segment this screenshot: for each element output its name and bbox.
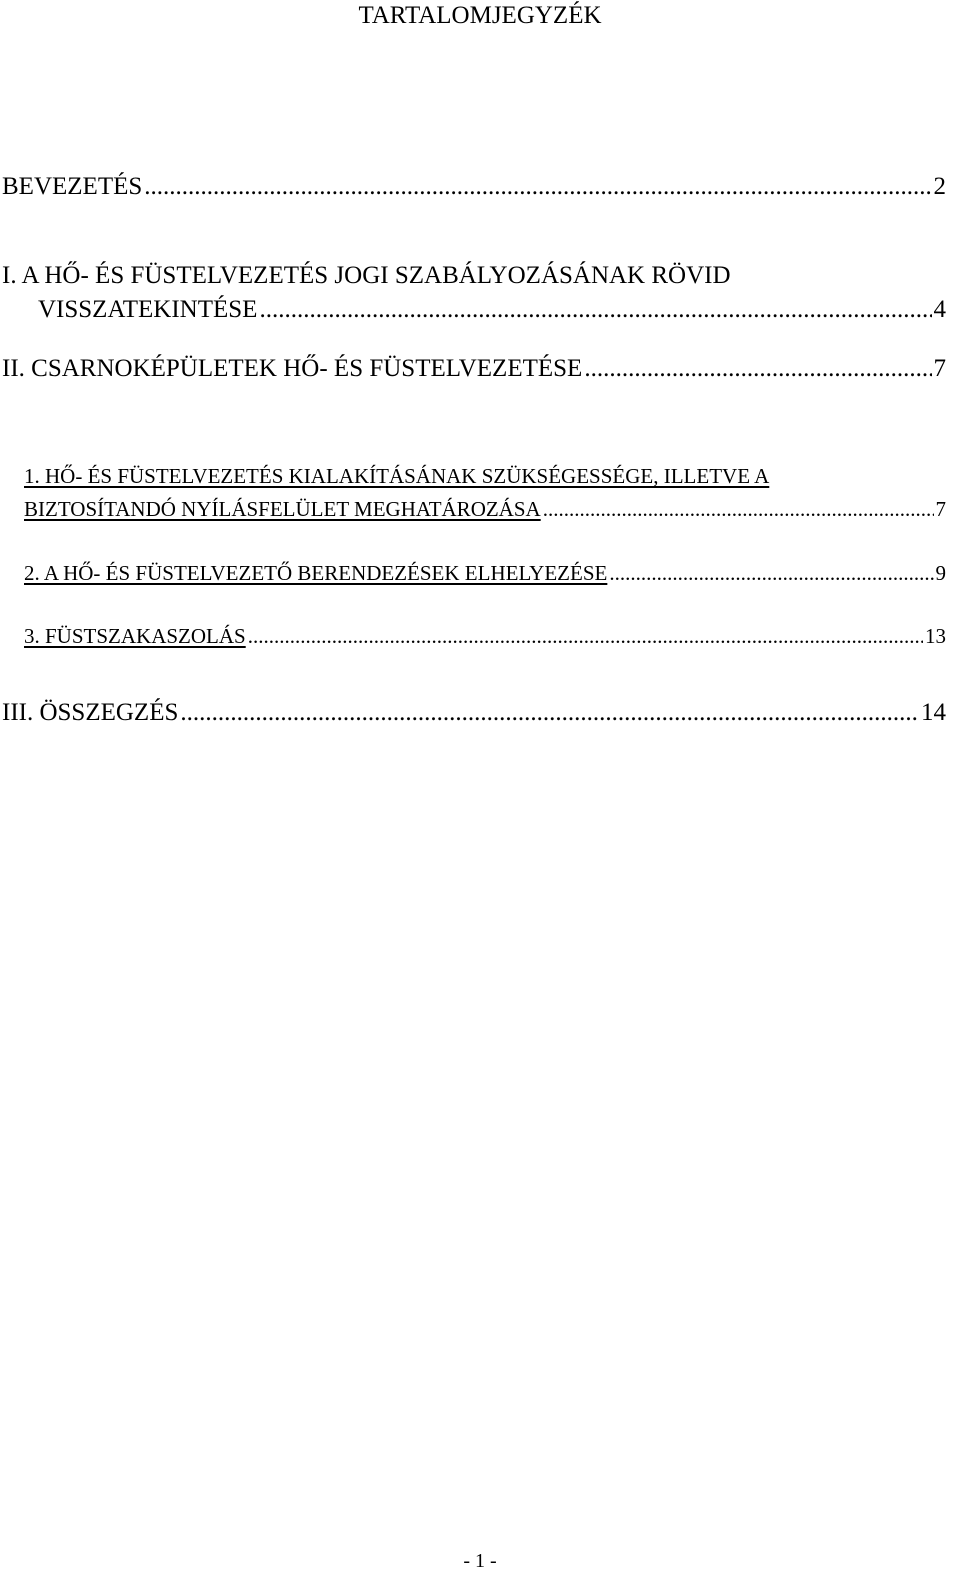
page-title: TARTALOMJEGYZÉK — [358, 2, 602, 29]
toc-page-number: 14 — [921, 699, 946, 726]
dot-leader — [609, 557, 933, 590]
toc-entry-label-line2: VISSZATEKINTÉSE — [38, 296, 258, 323]
dot-leader — [543, 493, 934, 526]
toc-entry-section-3[interactable] — [2, 694, 946, 732]
toc-entry-bevezetes[interactable] — [2, 168, 946, 206]
toc-page-number: 4 — [933, 296, 946, 323]
toc-entry-label: BEVEZETÉS — [2, 173, 143, 200]
dot-leader — [584, 350, 931, 388]
toc-entry-label-line1: I. A HŐ- ÉS FÜSTELVEZETÉS JOGI SZABÁLYOZÁSÁNAK RÖVID — [2, 262, 731, 289]
toc-entry-section-2[interactable] — [2, 350, 946, 388]
dot-leader — [144, 168, 931, 206]
page-number: - 1 - — [463, 1550, 497, 1572]
toc-entry-subsection-1[interactable] — [24, 460, 946, 526]
toc-page-number: 7 — [935, 497, 946, 521]
toc-page-number: 2 — [933, 173, 946, 200]
toc-entry-subsection-2[interactable] — [24, 557, 946, 590]
dot-leader — [180, 694, 919, 732]
dot-leader — [248, 620, 923, 653]
toc-entry-label-line1: 1. HŐ- ÉS FÜSTELVEZETÉS KIALAKÍTÁSÁNAK SZÜKSÉGESSÉGE, ILLETVE A — [24, 464, 770, 488]
toc-entry-label-line2: BIZTOSÍTANDÓ NYÍLÁSFELÜLET MEGHATÁROZÁSA — [24, 497, 541, 521]
toc-page-number: 9 — [935, 561, 946, 585]
toc-entry-label: 3. FÜSTSZAKASZOLÁS — [24, 624, 246, 648]
toc-entry-label: II. CSARNOKÉPÜLETEK HŐ- ÉS FÜSTELVEZETÉSE — [2, 355, 583, 382]
toc-entry-label: 2. A HŐ- ÉS FÜSTELVEZETŐ BERENDEZÉSEK ELHELYEZÉSE — [24, 561, 608, 585]
toc-page-number: 7 — [933, 355, 946, 382]
toc-entry-label: III. ÖSSZEGZÉS — [2, 699, 179, 726]
toc-entry-section-1[interactable] — [2, 257, 946, 329]
dot-leader — [259, 291, 931, 329]
toc-entry-subsection-3[interactable] — [24, 620, 946, 653]
toc-page-number: 13 — [925, 624, 946, 648]
